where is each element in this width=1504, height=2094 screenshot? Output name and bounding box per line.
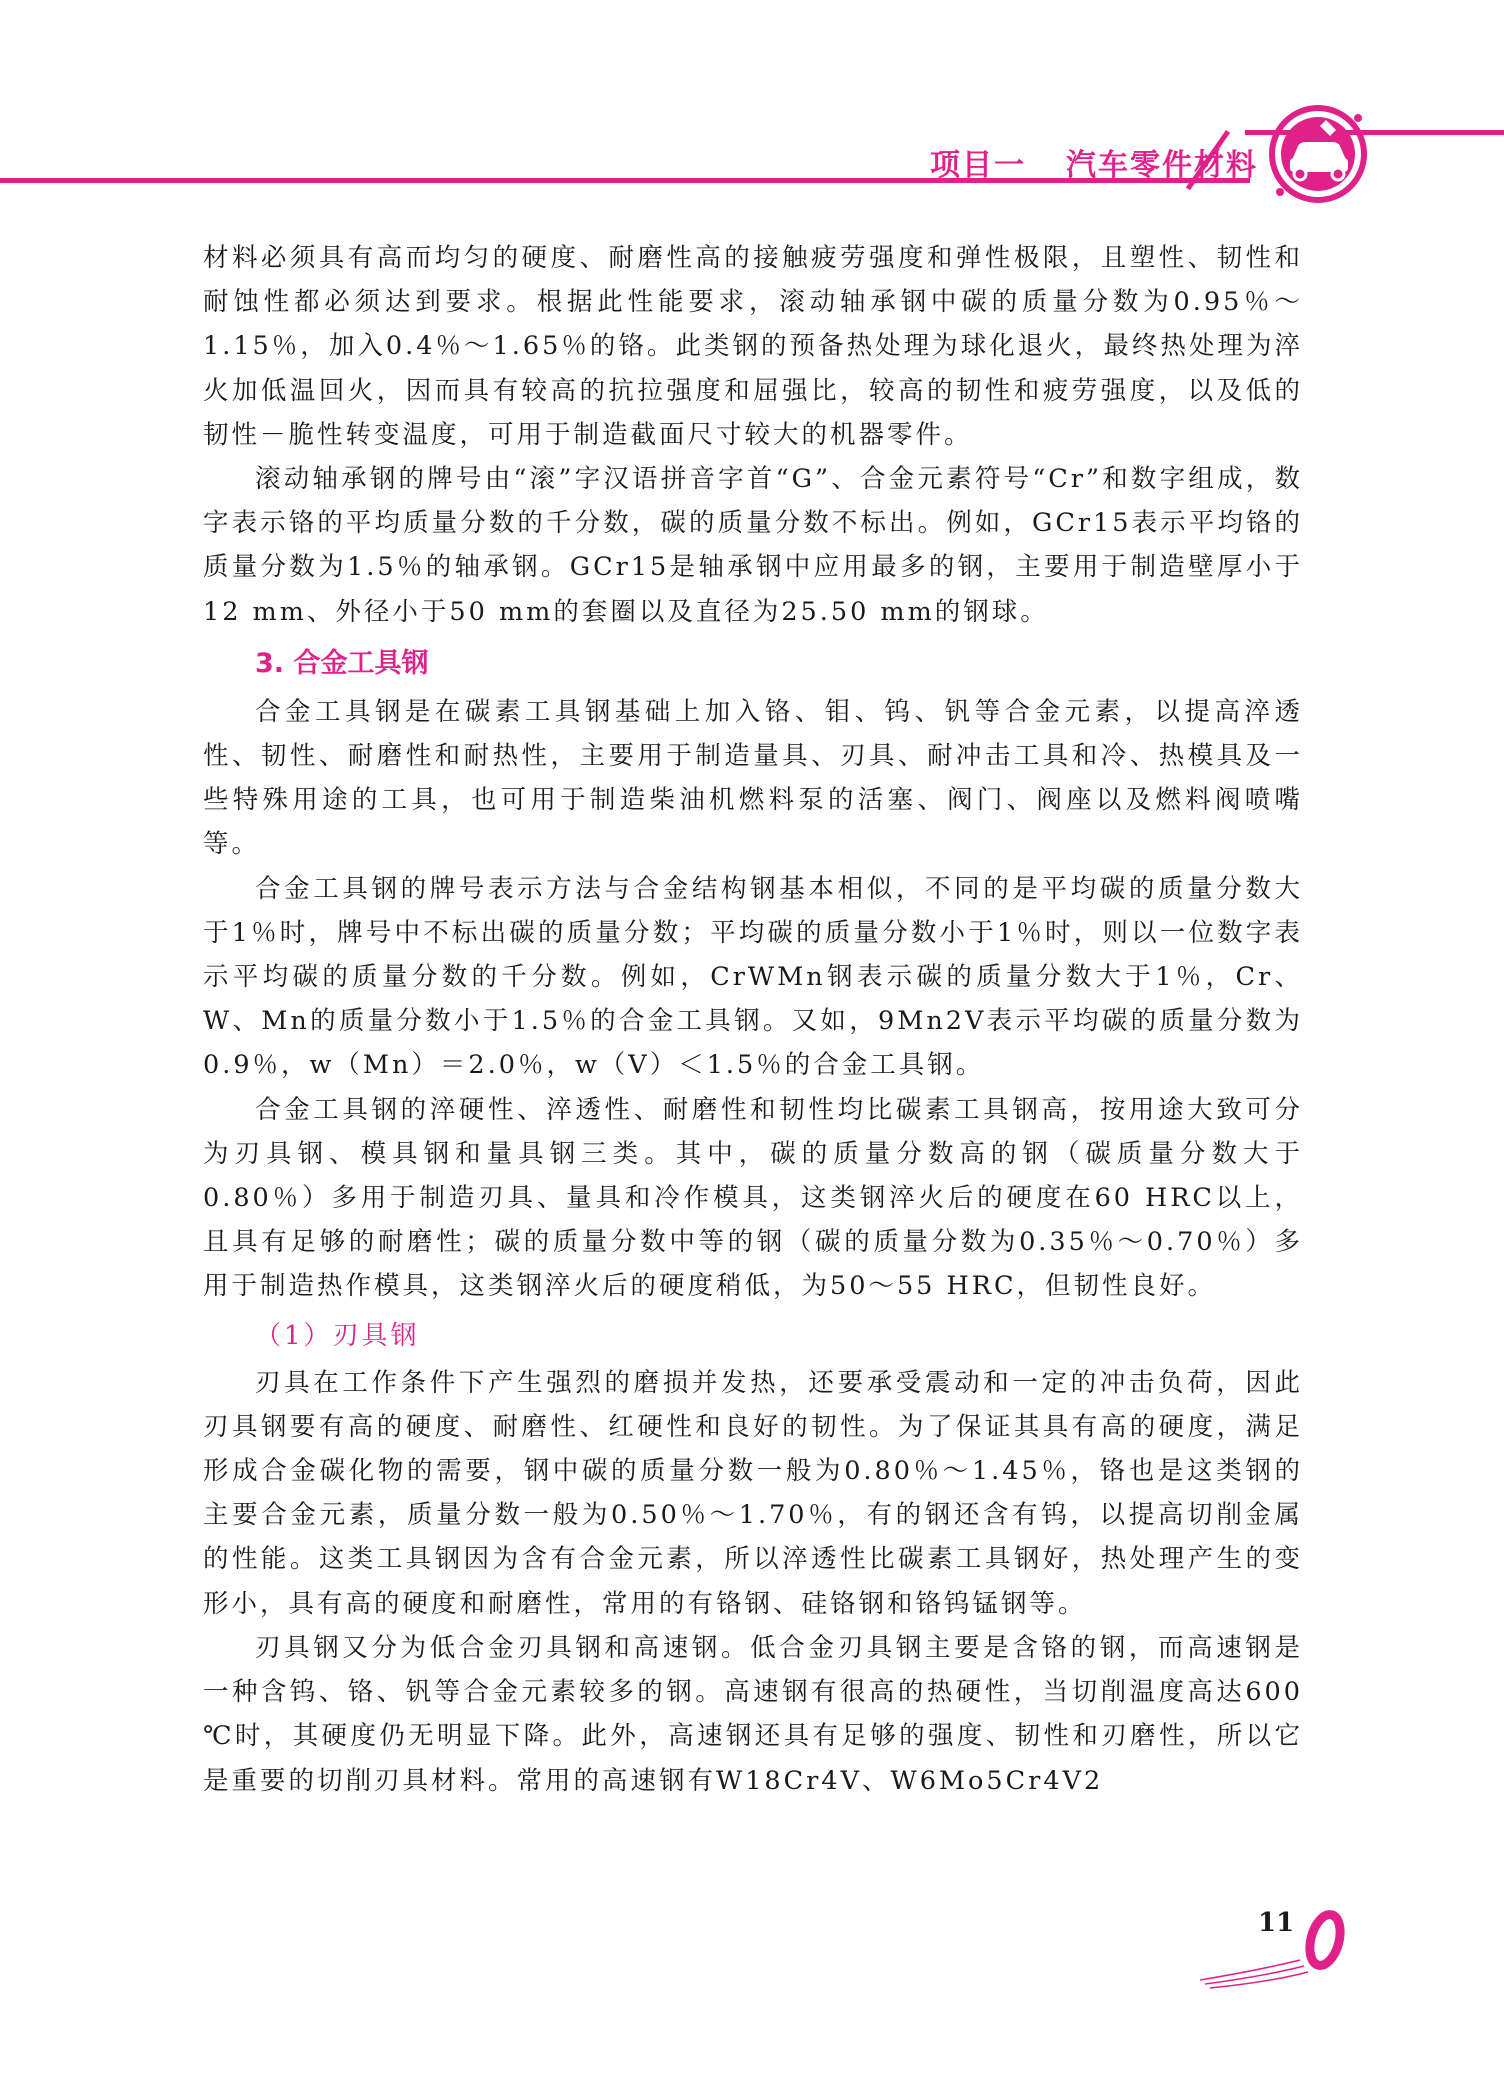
paragraph: 刃具在工作条件下产生强烈的磨损并发热，还要承受震动和一定的冲击负荷，因此刃具钢要有高的硬度、耐磨性、红硬性和良好的韧性。为了保证其具有高的硬度，满足形成合金碳化物的需要，钢中碳的质量分数一般为0.80％～1.45％，铬也是这类钢的主要合金元素，质量分数一般为0.50％～1.70％，有的钢还含有钨，以提高切削金属的性能。这类工具钢因为含有合金元素，所以淬透性比碳素工具钢好，热处理产生的变形小，具有高的硬度和耐磨性，常用的有铬钢、硅铬钢和铬钨锰钢等。 bbox=[203, 1367, 1303, 1619]
paragraph: 滚动轴承钢的牌号由“滚”字汉语拼音字首“G”、合金元素符号“Cr”和数字组成，数字表示铬的平均质量分数的千分数，碳的质量分数不标出。例如，GCr15表示平均铬的质量分数为1.5％的轴承钢。GCr15是轴承钢中应用最多的钢，主要用于制造壁厚小于12 mm、外径小于50 mm的套圈以及直径为25.50 mm的钢球。 bbox=[203, 464, 1303, 627]
paragraph: 合金工具钢的牌号表示方法与合金结构钢基本相似，不同的是平均碳的质量分数大于1％时，牌号中不标出碳的质量分数；平均碳的质量分数小于1％时，则以一位数字表示平均碳的质量分数的千分数。例如，CrWMn钢表示碳的质量分数大于1％，Cr、W、Mn的质量分数小于1.5％的合金工具钢。又如，9Mn2V表示平均碳的质量分数为0.9％，w（Mn）＝2.0％，w（V）＜1.5％的合金工具钢。 bbox=[203, 873, 1303, 1081]
section-heading: 3. 合金工具钢 bbox=[255, 647, 429, 679]
paragraph: 刃具钢又分为低合金刃具钢和高速钢。低合金刃具钢主要是含铬的钢，而高速钢是一种含钨、铬、钒等合金元素较多的钢。高速钢有很高的热硬性，当切削温度高达600 ℃时，其硬度仍无明显下降。此外，高速钢还具有足够的强度、韧性和刃磨性，所以它是重要的切削刃具材料。常用的高速钢有W18Cr4V、W6Mo5Cr4V2 bbox=[203, 1632, 1303, 1796]
page-number: 11 bbox=[1258, 1908, 1295, 1938]
header-title: 汽车零件材料 bbox=[1066, 148, 1258, 183]
car-wrench-logo-icon bbox=[1262, 98, 1374, 210]
paragraph: 合金工具钢的淬硬性、淬透性、耐磨性和韧性均比碳素工具钢高，按用途大致可分为刃具钢、模具钢和量具钢三类。其中，碳的质量分数高的钢（碳质量分数大于0.80％）多用于制造刃具、量具和冷作模具，这类钢淬火后的硬度在60 HRC以上，且具有足够的耐磨性；碳的质量分数中等的钢（碳的质量分数为0.35％～0.70％）多用于制造热作模具，这类钢淬火后的硬度稍低，为50～55 HRC，但韧性良好。 bbox=[203, 1094, 1303, 1302]
running-header bbox=[930, 140, 1258, 184]
paragraph: 合金工具钢是在碳素工具钢基础上加入铬、钼、钨、钒等合金元素，以提高淬透性、韧性、耐磨性和耐热性，主要用于制造量具、刃具、耐冲击工具和冷、热模具及一些特殊用途的工具，也可用于制造柴油机燃料泵的活塞、阀门、阀座以及燃料阀喷嘴等。 bbox=[203, 696, 1303, 860]
paragraph: 材料必须具有高而均匀的硬度、耐磨性高的接触疲劳强度和弹性极限，且塑性、韧性和耐蚀性都必须达到要求。根据此性能要求，滚动轴承钢中碳的质量分数为0.95％～1.15％，加入0.4％～1.65％的铬。此类钢的预备热处理为球化退火，最终热处理为淬火加低温回火，因而具有较高的抗拉强度和屈强比，较高的韧性和疲劳强度，以及低的韧性－脆性转变温度，可用于制造截面尺寸较大的机器零件。 bbox=[203, 243, 1303, 450]
header-project: 项目一 bbox=[930, 148, 1026, 183]
page-body bbox=[203, 236, 1303, 1803]
subsection-heading: （1）刃具钢 bbox=[255, 1320, 420, 1351]
